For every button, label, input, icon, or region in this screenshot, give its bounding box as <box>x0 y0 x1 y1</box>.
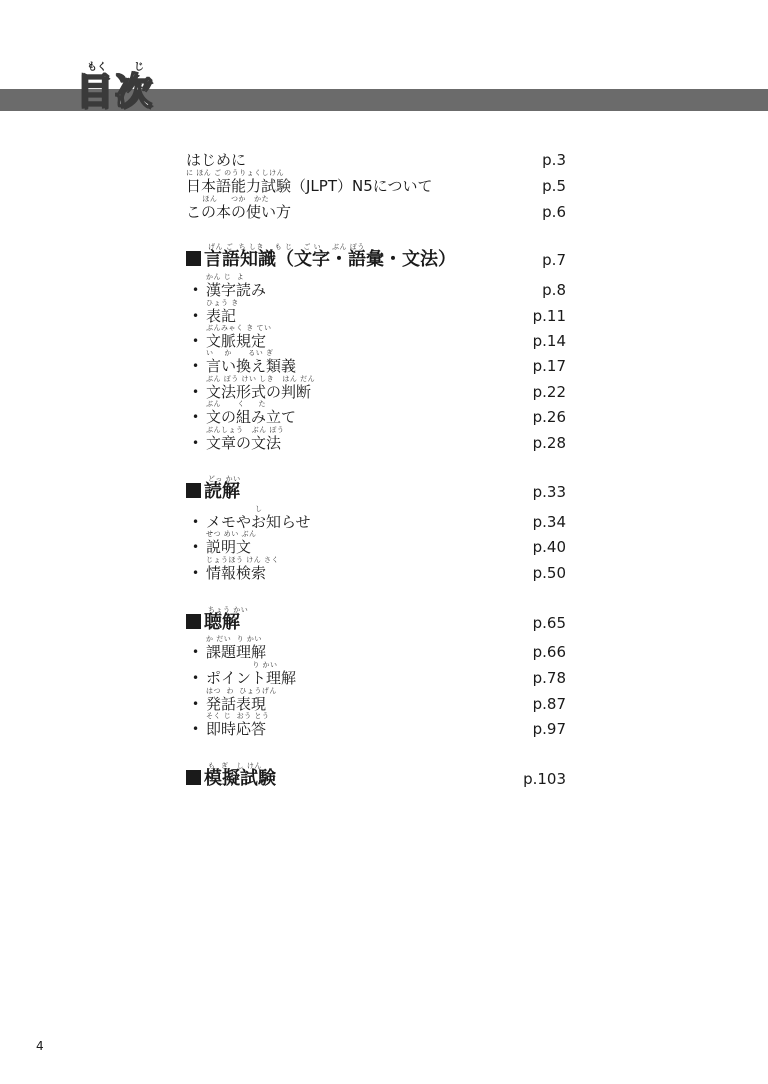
square-bullet-icon <box>186 770 201 785</box>
item-ruby: じょうほう けん さく <box>206 556 279 564</box>
item-ruby: り かい <box>206 661 278 669</box>
entry-page: p.5 <box>542 177 566 195</box>
item-ruby: ぶんみゃく き てい <box>206 324 272 332</box>
section-label-text: 聴解 <box>204 612 240 633</box>
item-page: p.26 <box>532 408 566 426</box>
toc-section-reading[interactable] <box>186 474 566 504</box>
section-ruby: ちょう かい <box>208 606 249 614</box>
section-ruby: げん ご ち しき も じ ご い ぶん ぽう <box>208 243 365 251</box>
item-ruby: い か るい ぎ <box>206 349 274 357</box>
section-ruby: どっ かい <box>208 475 241 483</box>
toc-item[interactable] <box>186 555 566 585</box>
item-page: p.97 <box>532 720 566 738</box>
toc-section-listening[interactable] <box>186 605 566 635</box>
entry-ruby: ほん つか かた <box>186 195 270 203</box>
item-page: p.50 <box>532 564 566 582</box>
item-ruby: せつ めい ぶん <box>206 530 257 538</box>
toc-title <box>76 58 160 116</box>
item-page: p.34 <box>532 513 566 531</box>
toc-item[interactable] <box>186 711 566 741</box>
item-ruby: ぶん く た <box>206 400 266 408</box>
section-label <box>186 248 456 272</box>
square-bullet-icon <box>186 251 201 266</box>
title-ruby-ji: じ <box>134 62 144 73</box>
page-number: 4 <box>36 1039 44 1053</box>
item-label: • 表記 <box>206 306 236 326</box>
section-label <box>186 611 240 635</box>
section-label <box>186 767 276 791</box>
item-ruby: し <box>206 505 263 513</box>
item-page: p.22 <box>532 383 566 401</box>
square-bullet-icon <box>186 614 201 629</box>
square-bullet-icon <box>186 483 201 498</box>
toc-section-language-knowledge[interactable] <box>186 242 566 272</box>
section-label-text: 言語知識（文字・語彙・文法） <box>204 249 456 270</box>
item-label: • 文章の文法 <box>206 433 281 453</box>
entry-label: 日本語能力試験（JLPT）N5について <box>186 177 433 195</box>
item-label: • 説明文 <box>206 537 251 557</box>
toc-entry-how-to-use[interactable] <box>186 194 566 224</box>
toc-item[interactable] <box>186 425 566 455</box>
item-page: p.17 <box>532 357 566 375</box>
item-ruby: かん じ よ <box>206 273 245 281</box>
item-label: • メモやお知らせ <box>206 512 311 532</box>
item-page: p.66 <box>532 643 566 661</box>
item-ruby: ひょう き <box>206 299 239 307</box>
item-page: p.40 <box>532 538 566 556</box>
item-ruby: か だい り かい <box>206 635 262 643</box>
item-ruby: ぶん ぽう けい しき はん だん <box>206 375 316 383</box>
section-label <box>186 480 240 504</box>
item-page: p.8 <box>542 281 566 299</box>
item-page: p.14 <box>532 332 566 350</box>
section-label-text: 模擬試験 <box>204 768 276 789</box>
entry-page: p.3 <box>542 151 566 169</box>
section-page: p.33 <box>532 483 566 501</box>
item-label: • ポイント理解 <box>206 668 296 688</box>
section-page: p.7 <box>542 251 566 269</box>
title-ruby-mo: もく <box>87 62 107 73</box>
entry-page: p.6 <box>542 203 566 221</box>
item-ruby: ぶんしょう ぶん ぽう <box>206 426 285 434</box>
section-page: p.65 <box>532 614 566 632</box>
item-page: p.28 <box>532 434 566 452</box>
section-ruby: も ぎ し けん <box>208 762 262 770</box>
item-label: • 文脈規定 <box>206 331 266 351</box>
page-title: 目次 <box>76 70 154 113</box>
entry-ruby: に ほん ご のうりょくしけん <box>186 169 285 177</box>
item-label: • 発話表現 <box>206 694 266 714</box>
item-label: • 情報検索 <box>206 563 266 583</box>
entry-label: この本の使い方 <box>186 203 292 221</box>
entry-label: はじめに <box>186 151 247 169</box>
item-label: • 即時応答 <box>206 719 266 739</box>
section-page: p.103 <box>523 770 566 788</box>
item-label: • 漢字読み <box>206 280 266 300</box>
item-label: • 言い換え類義 <box>206 356 296 376</box>
section-label-text: 読解 <box>204 481 240 502</box>
item-label: • 課題理解 <box>206 642 266 662</box>
item-label: • 文の組み立て <box>206 407 296 427</box>
item-ruby: はつ わ ひょうげん <box>206 687 277 695</box>
item-page: p.11 <box>532 307 566 325</box>
item-ruby: そく じ おう とう <box>206 712 270 720</box>
toc-section-mock-test[interactable] <box>186 761 566 791</box>
item-page: p.87 <box>532 695 566 713</box>
item-page: p.78 <box>532 669 566 687</box>
item-label: • 文法形式の判断 <box>206 382 311 402</box>
